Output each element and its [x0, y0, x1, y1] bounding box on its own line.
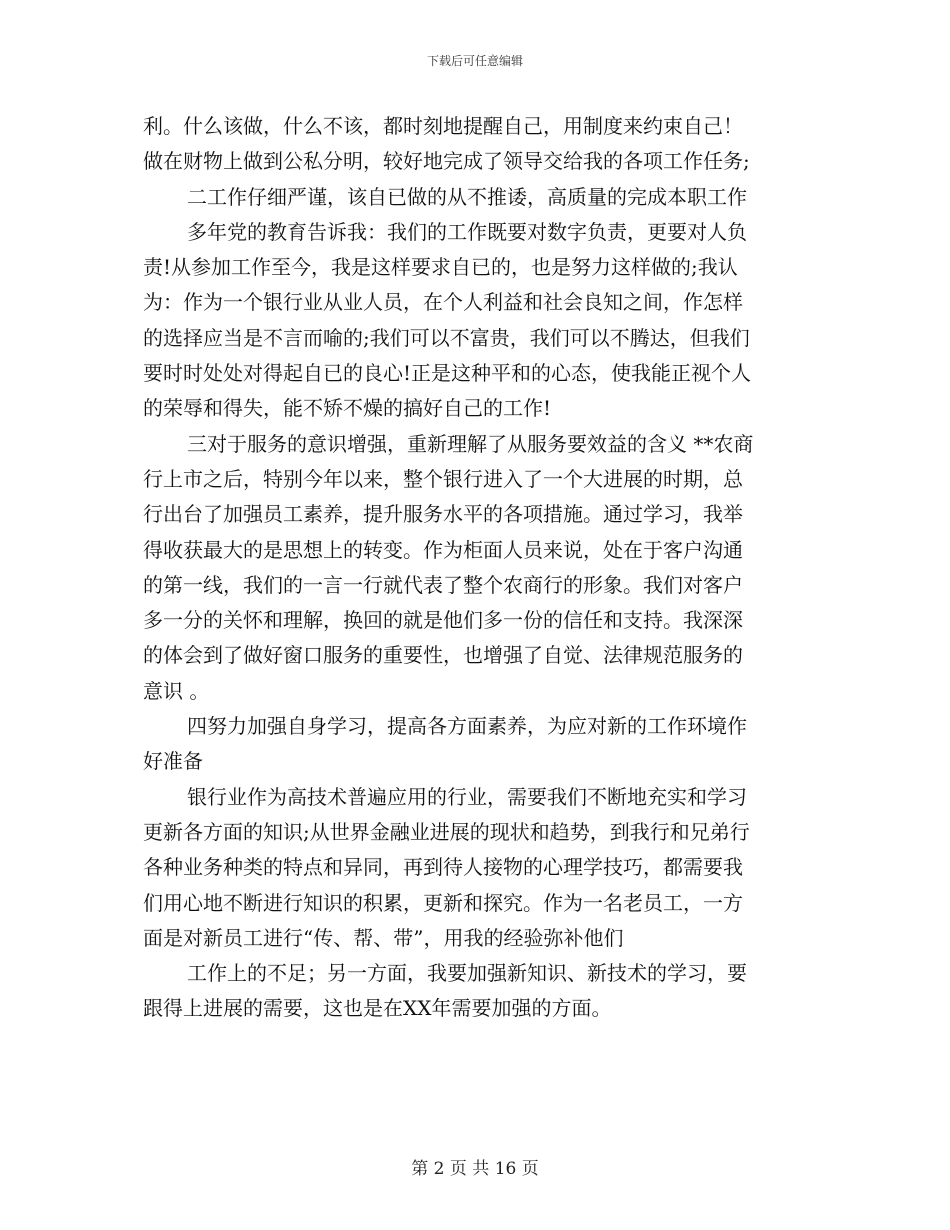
- text-line: 做在财物上做到公私分明，较好地完成了领导交给我的各项工作任务;: [143, 149, 750, 174]
- text-line: 们用心地不断进行知识的积累，更新和探究。作为一名老员工，一方: [143, 890, 743, 915]
- text-line: 利。什么该做，什么不该，都时刻地提醒自己，用制度来约束自己！: [143, 114, 743, 138]
- text-line: 意识 。: [143, 678, 210, 703]
- text-line: 得收获最大的是思想上的转变。作为柜面人员来说，处在于客户沟通: [143, 537, 743, 562]
- text-line: 多一分的关怀和理解，换回的就是他们多一份的信任和支持。我深深: [143, 608, 743, 633]
- text-line: 三对于服务的意识增强，重新理解了从服务要效益的含义 **农商: [187, 431, 754, 456]
- page-number: 第 2 页 共 16 页: [411, 1159, 539, 1179]
- text-line: 行出台了加强员工素养，提升服务水平的各项措施。通过学习，我举: [143, 502, 743, 527]
- document-body: [143, 110, 807, 1028]
- text-line: 多年党的教育告诉我：我们的工作既要对数字负责，更要对人负: [187, 219, 747, 244]
- text-line: 的选择应当是不言而喻的;我们可以不富贵，我们可以不腾达，但我们: [143, 325, 750, 350]
- text-line: 银行业作为高技术普遍应用的行业，需要我们不断地充实和学习: [187, 784, 747, 809]
- text-line: 工作上的不足；另一方面，我要加强新知识、新技术的学习，要: [187, 961, 747, 986]
- text-line: 的体会到了做好窗口服务的重要性，也增强了自觉、法律规范服务的: [143, 643, 743, 668]
- text-line: 各种业务种类的特点和异同，再到待人接物的心理学技巧，都需要我: [143, 855, 743, 880]
- text-line: 要时时处处对得起自已的良心!正是这种平和的心态，使我能正视个人: [143, 361, 752, 386]
- page-header-note: 下载后可任意编辑: [426, 54, 523, 68]
- text-line: 的荣辱和得失，能不矫不燥的搞好自己的工作!: [143, 396, 552, 421]
- text-line: 二工作仔细严谨，该自已做的从不推诿，高质量的完成本职工作: [187, 184, 747, 209]
- text-line: 的第一线，我们的一言一行就代表了整个农商行的形象。我们对客户: [143, 572, 743, 597]
- text-line: 面是对新员工进行“传、帮、带”，用我的经验弥补他们: [143, 925, 624, 950]
- text-line: 好准备: [143, 749, 203, 774]
- text-line: 四努力加强自身学习，提高各方面素养，为应对新的工作环境作: [187, 714, 747, 739]
- text-line: 更新各方面的知识;从世界金融业进展的现状和趋势，到我行和兄弟行: [143, 819, 750, 844]
- text-line: 责!从参加工作至今，我是这样要求自已的，也是努力这样做的;我认: [143, 255, 738, 280]
- text-line: 行上市之后，特别今年以来，整个银行进入了一个大进展的时期，总: [143, 466, 743, 491]
- text-line: 跟得上进展的需要，这也是在XX年需要加强的方面。: [143, 996, 612, 1021]
- text-line: 为：作为一个银行业从业人员，在个人利益和社会良知之间，作怎样: [143, 290, 743, 315]
